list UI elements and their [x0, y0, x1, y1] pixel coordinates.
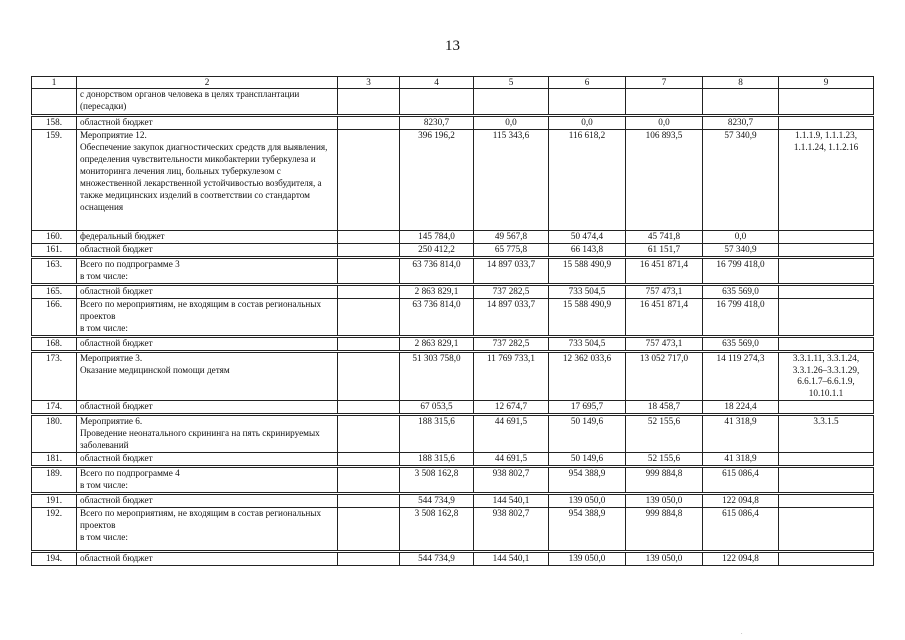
cell-col9 [779, 284, 874, 298]
cell-col7: 106 893,5 [626, 129, 703, 230]
row-name: областной бюджет [77, 453, 338, 467]
cell-col7: 45 741,8 [626, 230, 703, 243]
budget-table [31, 76, 874, 566]
cell-col9 [779, 453, 874, 467]
cell-col4: 544 734,9 [400, 552, 474, 566]
cell-col6: 954 388,9 [549, 508, 626, 552]
row-number: 191. [32, 494, 77, 508]
cell-col3 [338, 230, 400, 243]
cell-col9 [779, 298, 874, 336]
cell-col7: 757 473,1 [626, 336, 703, 351]
column-header: 5 [474, 77, 549, 89]
cell-col7: 139 050,0 [626, 494, 703, 508]
cell-col4: 145 784,0 [400, 230, 474, 243]
row-number: 181. [32, 453, 77, 467]
footer-mark: . [741, 630, 743, 636]
cell-col8: 8230,7 [703, 116, 779, 130]
cell-col5: 44 691,5 [474, 453, 549, 467]
cell-col9: 3.3.1.5 [779, 415, 874, 453]
cell-col6: 50 474,4 [549, 230, 626, 243]
cell-col5: 115 343,6 [474, 129, 549, 230]
cell-col3 [338, 89, 400, 116]
cell-col8: 615 086,4 [703, 508, 779, 552]
cell-col9 [779, 89, 874, 116]
row-name: Всего по мероприятиям, не входящим в состав региональных проектов в том числе: [77, 298, 338, 336]
cell-col3 [338, 129, 400, 230]
cell-col5: 11 769 733,1 [474, 351, 549, 401]
table-row [32, 415, 874, 453]
row-name: федеральный бюджет [77, 230, 338, 243]
cell-col6: 139 050,0 [549, 552, 626, 566]
cell-col5: 938 802,7 [474, 508, 549, 552]
row-number: 192. [32, 508, 77, 552]
cell-col4: 51 303 758,0 [400, 351, 474, 401]
cell-col5: 938 802,7 [474, 467, 549, 494]
cell-col3 [338, 298, 400, 336]
cell-col4: 188 315,6 [400, 453, 474, 467]
row-number: 173. [32, 351, 77, 401]
cell-col5: 65 775,8 [474, 243, 549, 257]
cell-col8: 57 340,9 [703, 243, 779, 257]
cell-col8: 14 119 274,3 [703, 351, 779, 401]
row-name: Мероприятие 6. Проведение неонатального скрининга на пять скринируемых заболеваний [77, 415, 338, 453]
table-row [32, 257, 874, 284]
cell-col7: 13 052 717,0 [626, 351, 703, 401]
cell-col3 [338, 351, 400, 401]
table-row [32, 129, 874, 230]
cell-col7: 757 473,1 [626, 284, 703, 298]
cell-col6: 50 149,6 [549, 415, 626, 453]
cell-col7: 16 451 871,4 [626, 257, 703, 284]
table-row [32, 116, 874, 130]
cell-col7: 139 050,0 [626, 552, 703, 566]
cell-col5 [474, 89, 549, 116]
cell-col5: 44 691,5 [474, 415, 549, 453]
cell-col3 [338, 243, 400, 257]
row-number: 159. [32, 129, 77, 230]
row-number: 161. [32, 243, 77, 257]
cell-col9 [779, 494, 874, 508]
cell-col6: 116 618,2 [549, 129, 626, 230]
cell-col5: 144 540,1 [474, 552, 549, 566]
cell-col4: 3 508 162,8 [400, 467, 474, 494]
row-number: 180. [32, 415, 77, 453]
cell-col9 [779, 467, 874, 494]
cell-col8: 18 224,4 [703, 401, 779, 415]
cell-col8: 16 799 418,0 [703, 257, 779, 284]
cell-col4: 544 734,9 [400, 494, 474, 508]
cell-col6: 12 362 033,6 [549, 351, 626, 401]
row-number: 165. [32, 284, 77, 298]
cell-col6: 954 388,9 [549, 467, 626, 494]
column-header: 3 [338, 77, 400, 89]
cell-col8: 57 340,9 [703, 129, 779, 230]
table-row [32, 351, 874, 401]
column-header: 4 [400, 77, 474, 89]
cell-col6: 17 695,7 [549, 401, 626, 415]
row-name: областной бюджет [77, 284, 338, 298]
cell-col4: 3 508 162,8 [400, 508, 474, 552]
cell-col4: 63 736 814,0 [400, 298, 474, 336]
row-name: Всего по подпрограмме 3 в том числе: [77, 257, 338, 284]
cell-col7: 16 451 871,4 [626, 298, 703, 336]
row-number: 189. [32, 467, 77, 494]
row-name: областной бюджет [77, 336, 338, 351]
cell-col7: 52 155,6 [626, 453, 703, 467]
cell-col9 [779, 257, 874, 284]
row-number: 168. [32, 336, 77, 351]
cell-col3 [338, 494, 400, 508]
row-number: 194. [32, 552, 77, 566]
cell-col9 [779, 401, 874, 415]
cell-col8: 635 569,0 [703, 284, 779, 298]
row-number: 174. [32, 401, 77, 415]
table-row [32, 284, 874, 298]
cell-col4: 188 315,6 [400, 415, 474, 453]
cell-col6: 733 504,5 [549, 284, 626, 298]
cell-col8: 0,0 [703, 230, 779, 243]
cell-col7: 999 884,8 [626, 467, 703, 494]
cell-col3 [338, 401, 400, 415]
cell-col8: 41 318,9 [703, 415, 779, 453]
cell-col4: 396 196,2 [400, 129, 474, 230]
cell-col7: 18 458,7 [626, 401, 703, 415]
row-name: областной бюджет [77, 243, 338, 257]
cell-col5: 737 282,5 [474, 284, 549, 298]
cell-col9 [779, 336, 874, 351]
cell-col5: 14 897 033,7 [474, 257, 549, 284]
column-header: 7 [626, 77, 703, 89]
table-row [32, 467, 874, 494]
table-header-row [32, 77, 874, 89]
cell-col3 [338, 552, 400, 566]
cell-col6: 0,0 [549, 116, 626, 130]
cell-col6: 66 143,8 [549, 243, 626, 257]
cell-col9 [779, 243, 874, 257]
cell-col5: 0,0 [474, 116, 549, 130]
table-row [32, 508, 874, 552]
row-name: областной бюджет [77, 494, 338, 508]
cell-col8: 122 094,8 [703, 494, 779, 508]
cell-col4: 250 412,2 [400, 243, 474, 257]
cell-col6: 15 588 490,9 [549, 298, 626, 336]
cell-col3 [338, 453, 400, 467]
cell-col6 [549, 89, 626, 116]
cell-col3 [338, 508, 400, 552]
cell-col6: 139 050,0 [549, 494, 626, 508]
table-row [32, 336, 874, 351]
column-header: 9 [779, 77, 874, 89]
cell-col9: 1.1.1.9, 1.1.1.23, 1.1.1.24, 1.1.2.16 [779, 129, 874, 230]
cell-col5: 14 897 033,7 [474, 298, 549, 336]
cell-col4: 63 736 814,0 [400, 257, 474, 284]
cell-col4: 67 053,5 [400, 401, 474, 415]
cell-col3 [338, 415, 400, 453]
table-row [32, 298, 874, 336]
cell-col4: 2 863 829,1 [400, 284, 474, 298]
cell-col8 [703, 89, 779, 116]
cell-col8: 122 094,8 [703, 552, 779, 566]
column-header: 1 [32, 77, 77, 89]
cell-col3 [338, 336, 400, 351]
table-row [32, 494, 874, 508]
row-name: Мероприятие 3. Оказание медицинской помощи детям [77, 351, 338, 401]
table-row [32, 89, 874, 116]
row-number: 166. [32, 298, 77, 336]
cell-col5: 144 540,1 [474, 494, 549, 508]
row-name: Мероприятие 12. Обеспечение закупок диагностических средств для выявления, определения чувствительности микобактерии туберкулеза и мониторинга лечения лиц, больных туберкулезом с множественной лекарственной устойчивостью возбудителя, а также медицинских изделий в соответствии со стандартом оснащения [77, 129, 338, 230]
cell-col5: 12 674,7 [474, 401, 549, 415]
column-header: 8 [703, 77, 779, 89]
cell-col9 [779, 230, 874, 243]
cell-col3 [338, 257, 400, 284]
cell-col4 [400, 89, 474, 116]
cell-col8: 41 318,9 [703, 453, 779, 467]
table-row [32, 230, 874, 243]
row-number [32, 89, 77, 116]
column-header: 6 [549, 77, 626, 89]
cell-col5: 737 282,5 [474, 336, 549, 351]
cell-col7: 52 155,6 [626, 415, 703, 453]
cell-col9: 3.3.1.11, 3.3.1.24, 3.3.1.26–3.3.1.29, 6.6.1.7–6.6.1.9, 10.10.1.1 [779, 351, 874, 401]
cell-col8: 615 086,4 [703, 467, 779, 494]
cell-col9 [779, 552, 874, 566]
row-name: областной бюджет [77, 552, 338, 566]
table-row [32, 453, 874, 467]
cell-col7 [626, 89, 703, 116]
cell-col5: 49 567,8 [474, 230, 549, 243]
table-row [32, 243, 874, 257]
cell-col6: 15 588 490,9 [549, 257, 626, 284]
cell-col7: 999 884,8 [626, 508, 703, 552]
cell-col3 [338, 284, 400, 298]
cell-col6: 733 504,5 [549, 336, 626, 351]
row-name: Всего по мероприятиям, не входящим в состав региональных проектов в том числе: [77, 508, 338, 552]
cell-col3 [338, 116, 400, 130]
cell-col6: 50 149,6 [549, 453, 626, 467]
cell-col3 [338, 467, 400, 494]
row-number: 163. [32, 257, 77, 284]
row-name: Всего по подпрограмме 4 в том числе: [77, 467, 338, 494]
column-header: 2 [77, 77, 338, 89]
row-number: 160. [32, 230, 77, 243]
table-row [32, 552, 874, 566]
cell-col9 [779, 508, 874, 552]
cell-col8: 16 799 418,0 [703, 298, 779, 336]
cell-col9 [779, 116, 874, 130]
row-number: 158. [32, 116, 77, 130]
row-name: областной бюджет [77, 401, 338, 415]
cell-col4: 2 863 829,1 [400, 336, 474, 351]
cell-col7: 61 151,7 [626, 243, 703, 257]
cell-col8: 635 569,0 [703, 336, 779, 351]
cell-col4: 8230,7 [400, 116, 474, 130]
page-number: 13 [445, 38, 460, 54]
row-name: с донорством органов человека в целях трансплантации (пересадки) [77, 89, 338, 116]
table-row [32, 401, 874, 415]
row-name: областной бюджет [77, 116, 338, 130]
cell-col7: 0,0 [626, 116, 703, 130]
